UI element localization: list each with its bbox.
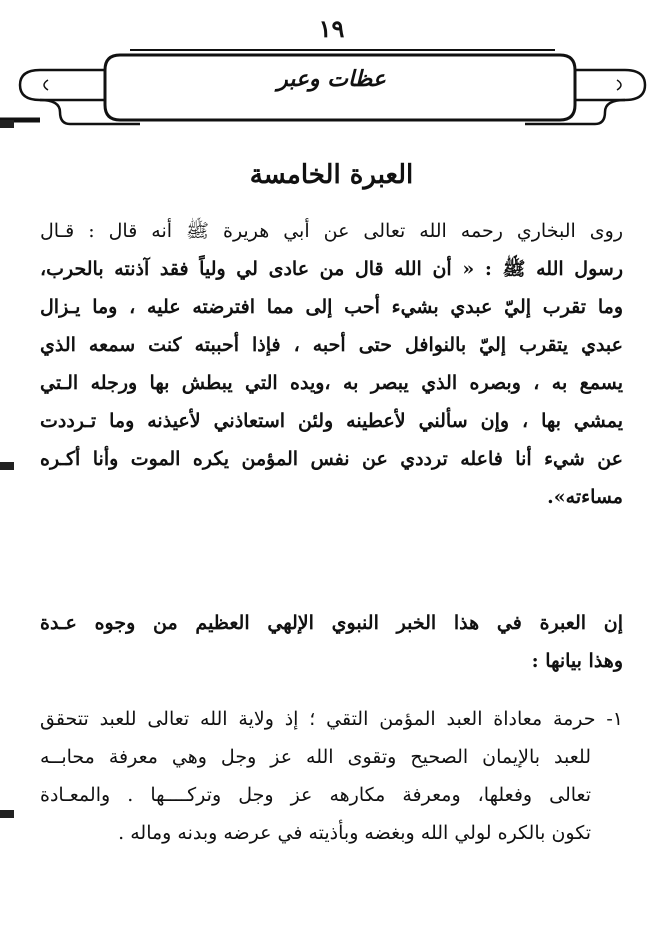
banner — [0, 40, 663, 140]
page-edge-mark — [0, 810, 14, 818]
text-line: تعالى وفعلها، ومعرفة مكارهه عز وجل وتركــــها . والمعـادة — [40, 784, 591, 806]
text-line: تكون بالكره لولي الله وبغضه وبأذيته في عرضه وبدنه وماله . — [118, 822, 591, 844]
text-line: إن العبرة في هذا الخبر النبوي الإلهي العظيم من وجوه عـدة — [40, 612, 623, 634]
text-line: ١- حرمة معاداة العبد المؤمن التقي ؛ إذ ولاية الله تعالى للعبد تتحقق — [40, 708, 623, 730]
paragraph-point-1 — [40, 700, 623, 852]
text-line: يمشي بها ، وإن سألني لأعطينه ولئن استعاذني لأعيذنه وما تـرددت — [40, 410, 623, 432]
paragraph-hadith — [40, 212, 623, 516]
page-edge-mark — [0, 120, 14, 128]
text-line: وهذا بيانها : — [531, 650, 623, 672]
text-line: يسمع به ، وبصره الذي يبصر به ،ويده التي يبطش بها ورجله الـتي — [40, 372, 623, 394]
banner-title: عظات وعبر — [277, 66, 386, 92]
text-line: روى البخاري رحمه الله تعالى عن أبي هريرة ﷺ أنه قال : قـال — [40, 220, 623, 242]
text-line: للعبد بالإيمان الصحيح وتقوى الله عز وجل وهي معرفة محابــه — [40, 746, 591, 768]
page-number: ١٩ — [318, 14, 345, 43]
paragraph-intro — [40, 604, 623, 680]
text-line: عبدي يتقرب إليّ بالنوافل حتى أحبه ، فإذا أحببته كنت سمعه الذي — [40, 334, 623, 356]
text-line: وما تقرب إليّ عبدي بشيء أحب إلى مما افترضته عليه ، وما يـزال — [40, 296, 623, 318]
section-title: العبرة الخامسة — [249, 160, 414, 190]
text-line: عن شيء أنا فاعله ترددي عن نفس المؤمن يكره الموت وأنا أكـره — [40, 448, 623, 470]
text-line: رسول الله ﷺ : « أن الله قال من عادى لي ولياً فقد آذنته بالحرب، — [40, 258, 623, 280]
text-line: مساءته». — [547, 486, 623, 508]
page-edge-mark — [0, 462, 14, 470]
